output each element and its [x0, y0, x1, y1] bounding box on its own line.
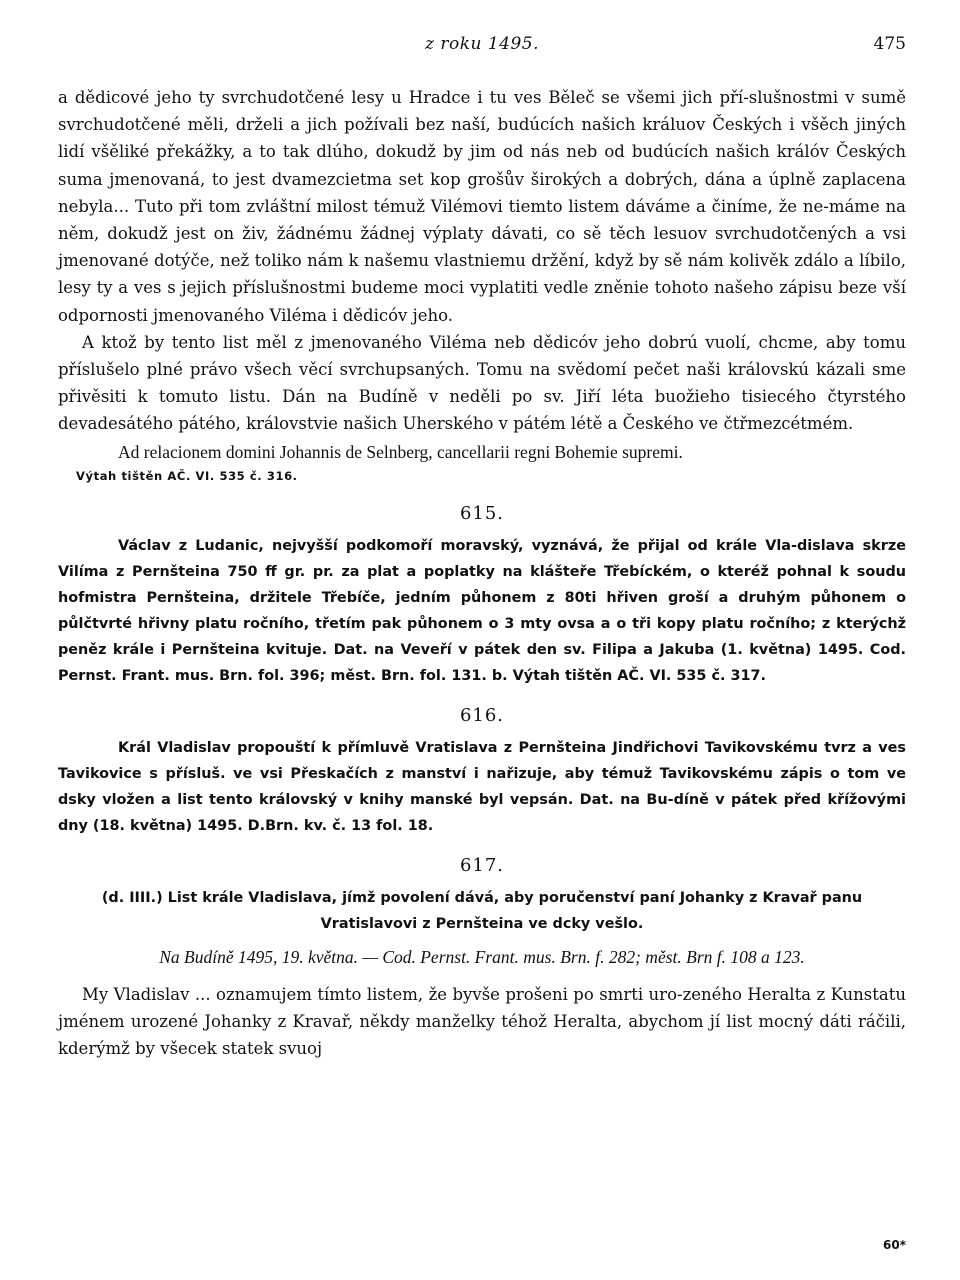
- doc615-regest: Václav z Ludanic, nejvyšší podkomoří moravský, vyznává, že přijal od krále Vla-dislava skrze Vilíma z Pernšteina 750 ff gr. pr. za plat a poplatky na klášteře Třebíckém, o kteréž pohnal k soudu hofmistra Pernšteina, držitele Třebíče, jedním půhonem z 80ti hřiven groší a druhým půhonem o půlčtvrté hřivny platu ročního, třetím pak půhonem o 3 mty ovsa a o tři kopy platu ročního; z kterýchž peněz krále i Pernšteina kvituje. Dat. na Veveří v pátek den sv. Filipa a Jakuba (1. května) 1495. Cod. Pernst. Frant. mus. Brn. fol. 396; měst. Brn. fol. 131. b. Výtah tištěn AČ. VI. 535 č. 317.: [58, 537, 906, 684]
- doc614-latin-note: Ad relacionem domini Johannis de Selnberg, cancellarii regni Bohemie supremi.: [118, 441, 683, 462]
- doc617-text: My Vladislav ... oznamujem tímto listem, že byvše prošeni po smrti uro-zeného Heralta z Kunstatu jménem urozené Johanky z Kravař, někdy manželky téhož Heralta, abychom jí list mocný dáti ráčili, kderýmž by všecek statek svuoj: [58, 984, 906, 1059]
- doc616-number: 616.: [459, 704, 505, 726]
- document-617: [58, 853, 906, 1063]
- running-head-title: z roku 1495.: [424, 34, 540, 54]
- document-614-continuation: [58, 84, 906, 487]
- running-head: [58, 34, 906, 62]
- doc614-paragraph-1: a dědicové jeho ty svrchudotčené lesy u Hradce i tu ves Běleč se všemi jich pří-slušnostmi v sumě svrchudotčené měli, drželi a jich požívali bez naší, budúcích našich králuov Českých i všěch jiných lidí všěliké překážky, a to tak dlúho, dokudž by jim od nás neb od budúcích našich králóv Českých suma jmenovaná, to jest dvamezcietma set kop grošův širokých a dobrých, dána a úplně zaplacena nebyla... Tuto při tom zvláštní milost témuž Vilémovi tiemto listem dáváme a činíme, že ne-máme na něm, dokudž jest on živ, žádnému žádnej výplaty dávati, co sě těch lesuov svrchudotčených a vsi jmenované dotýče, než toliko nám k našemu vlastniemu držění, když by sě nám kolivěk zdálo a líbilo, lesy ty a ves s jejich příslušnostmi budeme moci vyplatiti vedle zněnie tohoto našeho zápisu beze vší odpornosti jmenovaného Viléma i dědicóv jeho.: [58, 88, 906, 325]
- doc617-source-citation: Na Budíně 1495, 19. května. — Cod. Pernst. Frant. mus. Brn. f. 282; měst. Brn f. 108 a 123.: [159, 946, 805, 967]
- page-number: 475: [873, 34, 906, 54]
- document-615: [58, 501, 906, 689]
- doc614-paragraph-2: A ktož by tento list měl z jmenovaného Viléma neb dědicóv jeho dobrú vuolí, chcme, aby tomu příslušelo plné právo všech věcí svrchupsaných. Tomu na svědomí pečet naši královskú kázali sme přivěsiti k tomuto listu. Dán na Budíně v neděli po sv. Jiří léta buožieho tisiecého čtyrstého devadesátého pátého, královstvie našich Uherského v pátém létě a Českého ve čtřmezcétmém.: [58, 332, 906, 434]
- doc615-number: 615.: [459, 502, 505, 524]
- signature-mark: 60*: [883, 1238, 906, 1252]
- doc617-regest: (d. IIII.) List krále Vladislava, jímž povolení dává, aby poručenství paní Johanky z Kravař panu Vratislavovi z Pernšteina ve dcky vešlo.: [101, 889, 863, 932]
- document-616: [58, 703, 906, 839]
- doc617-number: 617.: [459, 854, 505, 876]
- doc614-print-note: Výtah tištěn AČ. VI. 535 č. 316.: [76, 468, 298, 483]
- book-page: [58, 34, 906, 1252]
- doc616-regest: Král Vladislav propouští k přímluvě Vratislava z Pernšteina Jindřichovi Tavikovskému tvrz a ves Tavikovice s přísluš. ve vsi Přeskačích z manství i nařizuje, aby témuž Tavikovskému zápis o tom ve dsky vložen a list tento královský v knihy manské byl vepsán. Dat. na Bu-díně v pátek před křížovými dny (18. května) 1495. D.Brn. kv. č. 13 fol. 18.: [58, 739, 906, 834]
